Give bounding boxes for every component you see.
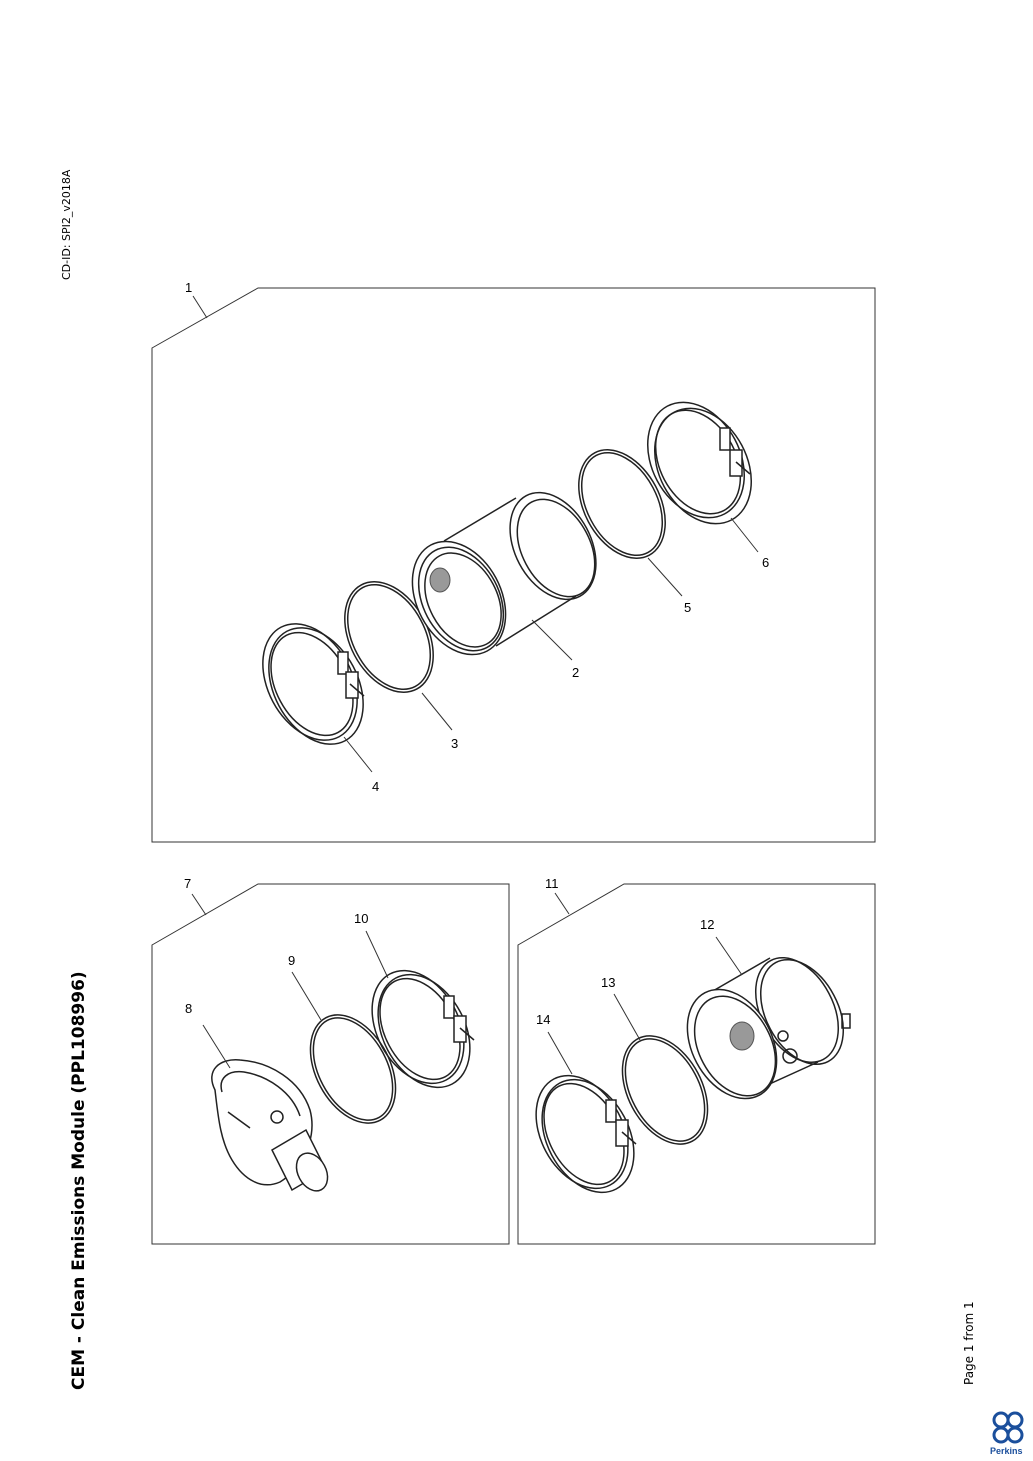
doc-canister-12-icon [669,944,860,1114]
dpf-canister-2-icon [394,478,614,671]
outlet-housing-8-icon [212,1060,334,1196]
callout-1: 1 [185,280,193,295]
document-title: CEM - Clean Emissions Module (PPL108996) [69,971,89,1390]
callout-7: 7 [184,876,192,891]
cd-id-label: CD-ID: SPI2_v2018A [60,169,73,280]
callout-8: 8 [185,1001,193,1016]
clamp-4-icon [244,608,382,761]
panel-7-frame [152,884,509,1244]
callout-13: 13 [601,975,616,990]
callout-12: 12 [700,917,715,932]
callout-5: 5 [684,600,692,615]
svg-text:Perkins: Perkins [990,1446,1023,1456]
page-number-label: Page 1 from 1 [962,1301,976,1385]
callout-2: 2 [572,665,580,680]
callout-9: 9 [288,953,296,968]
gasket-5-icon [561,435,683,573]
callout-11: 11 [545,876,559,891]
callout-14: 14 [536,1012,551,1027]
clamp-14-icon [518,1060,653,1208]
clamp-10-icon [354,955,489,1103]
callout-3: 3 [451,736,459,751]
callout-4: 4 [372,779,380,794]
callout-10: 10 [354,911,369,926]
clamp-6-icon [629,385,771,540]
callout-6: 6 [762,555,770,570]
perkins-logo [987,1410,1029,1458]
